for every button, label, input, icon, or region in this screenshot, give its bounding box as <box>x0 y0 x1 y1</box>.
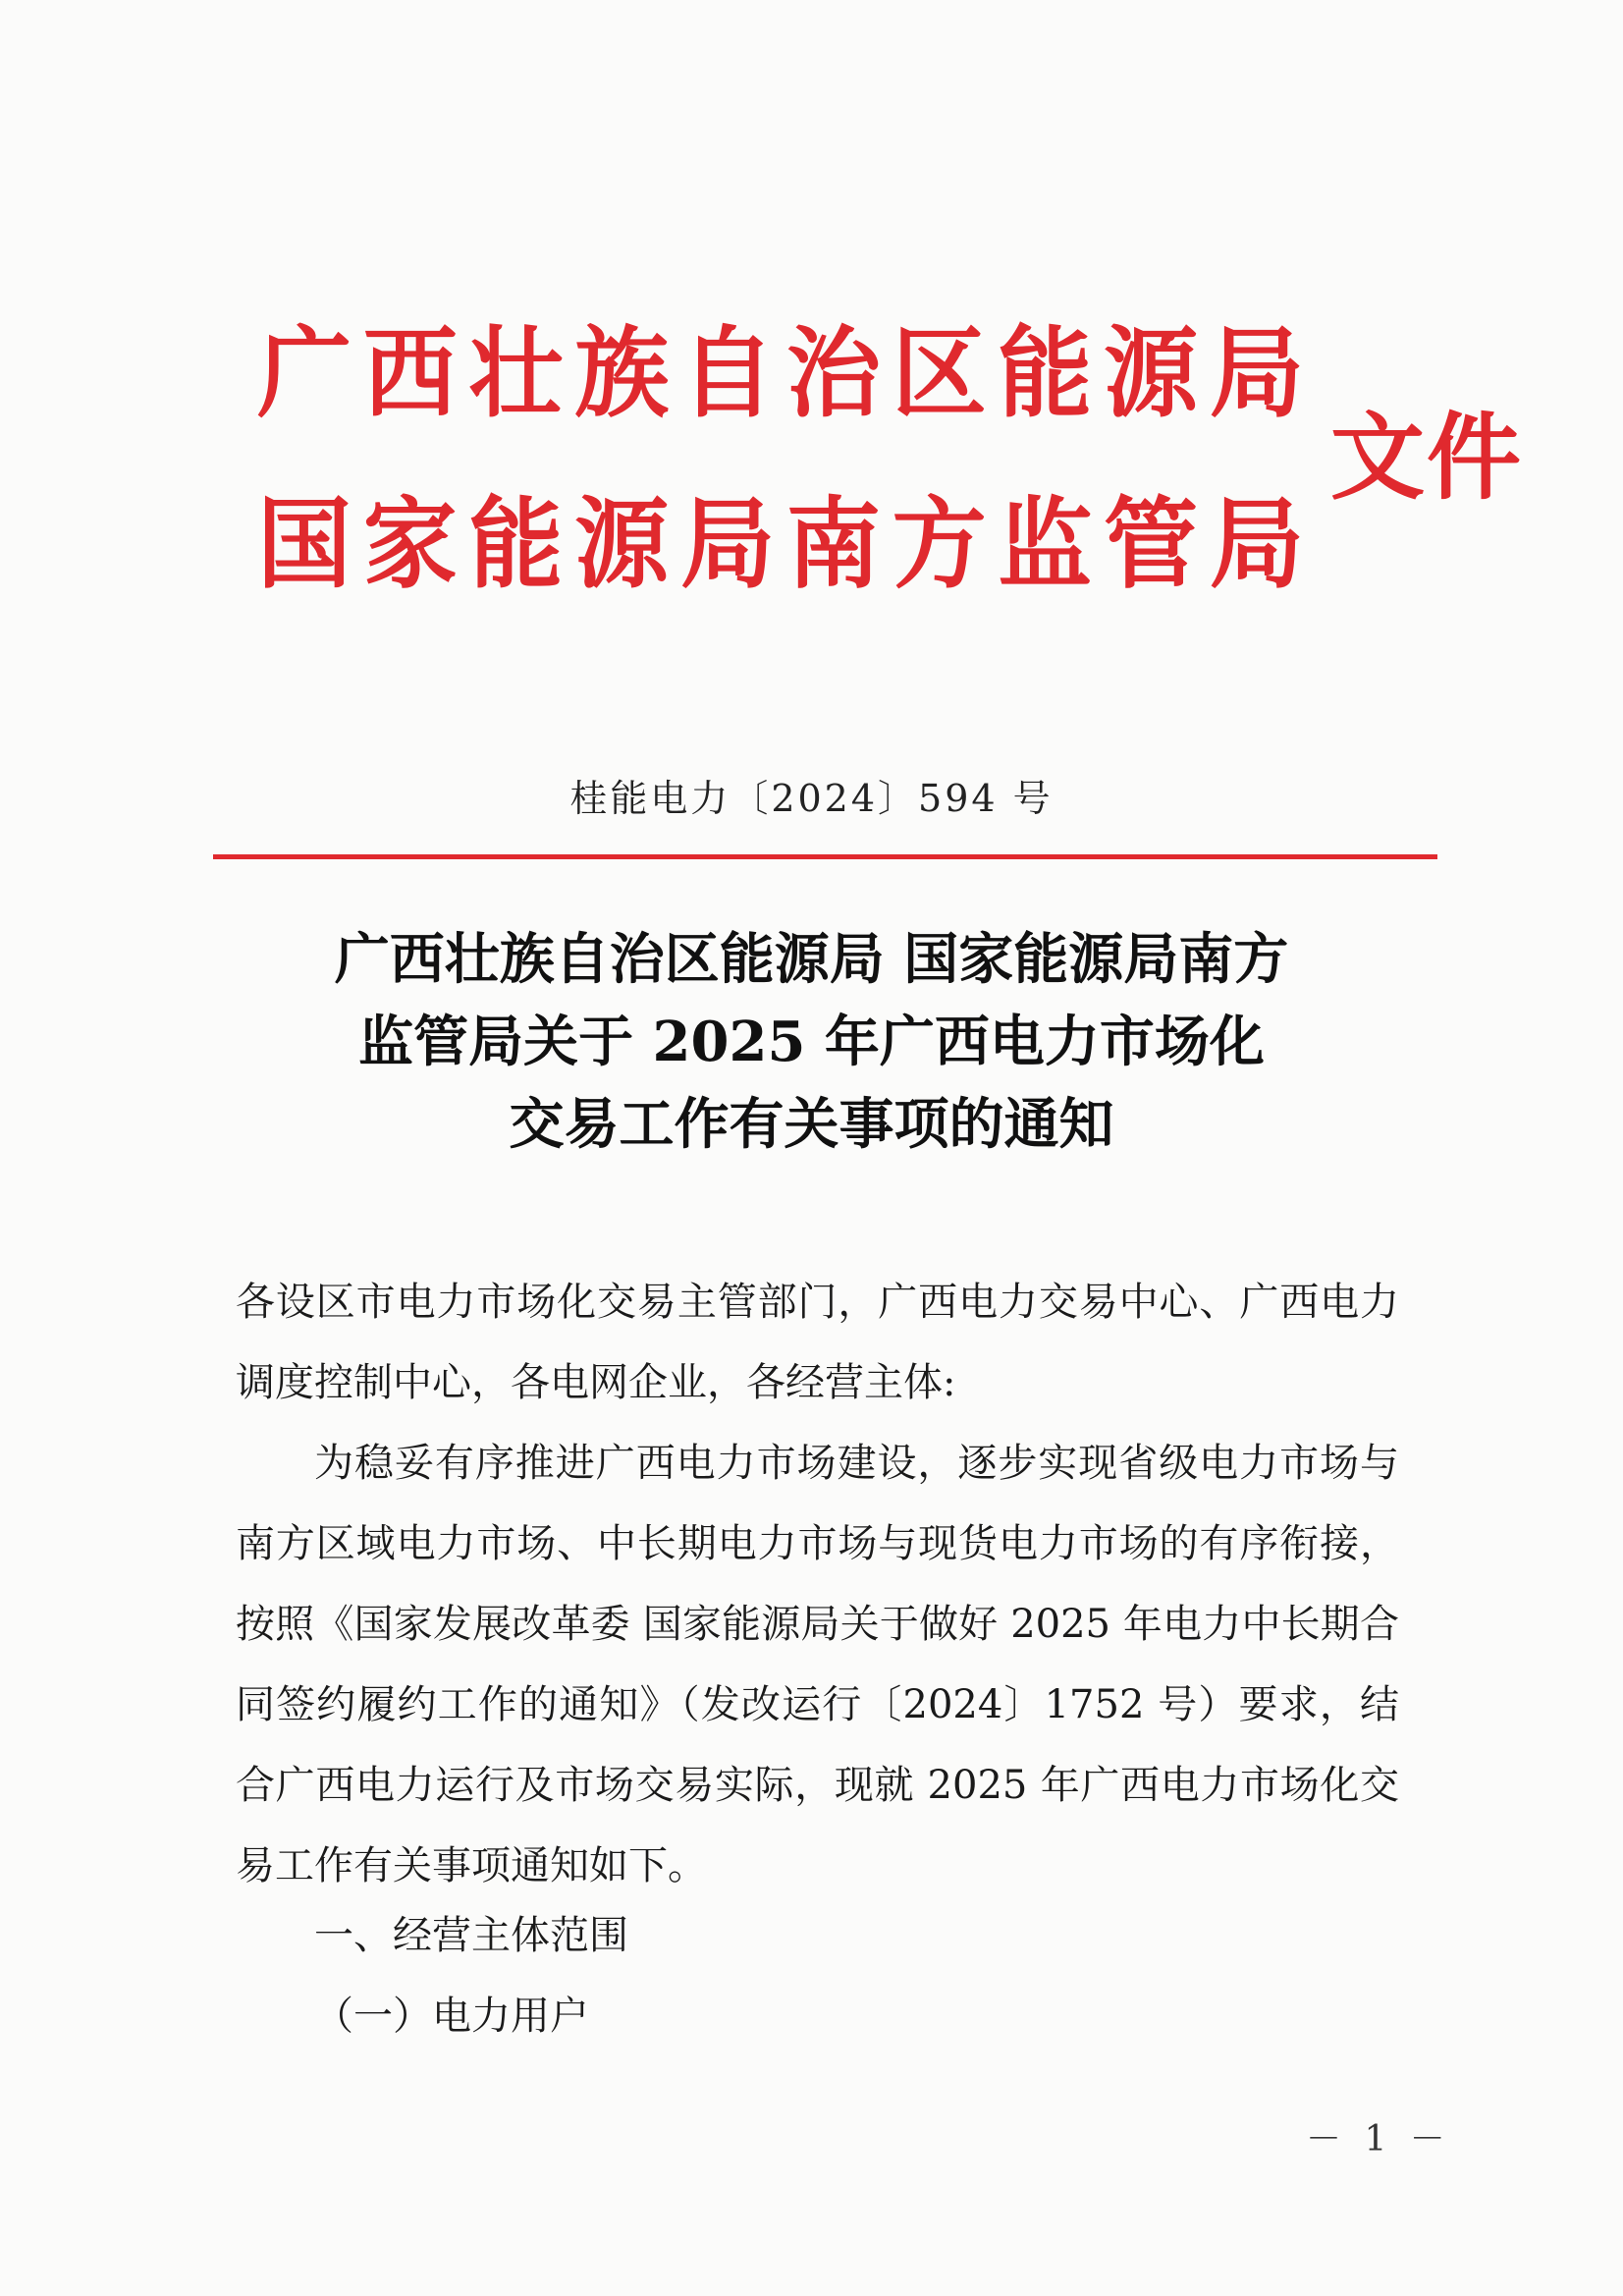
subsection-heading-1: （一）电力用户 <box>314 1994 589 2039</box>
masthead-suffix: 文件 <box>1330 403 1523 513</box>
masthead-issuer-2 <box>257 485 1304 603</box>
masthead-char: 国 <box>257 485 352 603</box>
masthead-char: 能 <box>998 314 1093 432</box>
masthead-char: 能 <box>468 485 564 603</box>
masthead-char: 自 <box>680 314 776 432</box>
page-number: － 1 － <box>1306 2119 1451 2159</box>
title-line-1: 广西壮族自治区能源局 国家能源局南方 <box>334 927 1289 992</box>
red-masthead <box>257 312 1534 607</box>
masthead-char: 局 <box>1209 485 1304 603</box>
masthead-char: 治 <box>785 314 881 432</box>
document-number: 桂能电力〔2024〕594 号 <box>569 777 1054 820</box>
masthead-char: 局 <box>680 485 776 603</box>
masthead-char: 广 <box>257 314 352 432</box>
masthead-char: 源 <box>1104 314 1199 432</box>
title-line-3: 交易工作有关事项的通知 <box>509 1092 1114 1157</box>
masthead-char: 局 <box>1209 314 1304 432</box>
masthead-char: 方 <box>892 485 987 603</box>
section-heading-1: 一、经营主体范围 <box>314 1913 628 1958</box>
document-title <box>196 918 1427 1166</box>
document-body <box>236 1262 1399 1906</box>
masthead-char: 区 <box>892 314 987 432</box>
masthead-char: 西 <box>362 314 458 432</box>
addressee-paragraph: 各设区市电力市场化交易主管部门，广西电力交易中心、广西电力调度控制中心，各电网企业，各经营主体: <box>236 1280 1399 1405</box>
masthead-char: 族 <box>574 314 670 432</box>
masthead-char: 管 <box>1104 485 1199 603</box>
intro-paragraph: 为稳妥有序推进广西电力市场建设，逐步实现省级电力市场与南方区域电力市场、中长期电力市场与现货电力市场的有序衔接，按照《国家发展改革委 国家能源局关于做好 2025 年电力中长期合同签约履约工作的通知》（发改运行〔2024〕1752 号）要求，结合广西电力运行及市场交易实际，现就 2025 年广西电力市场化交易工作有关事项通知如下。 <box>236 1441 1399 1888</box>
masthead-char: 家 <box>362 485 458 603</box>
masthead-char: 监 <box>998 485 1093 603</box>
masthead-char: 壮 <box>468 314 564 432</box>
title-line-2: 监管局关于 2025 年广西电力市场化 <box>358 1010 1265 1074</box>
masthead-char: 源 <box>574 485 670 603</box>
masthead-issuer-1 <box>257 314 1304 432</box>
masthead-char: 南 <box>785 485 881 603</box>
red-separator-line <box>213 854 1437 859</box>
